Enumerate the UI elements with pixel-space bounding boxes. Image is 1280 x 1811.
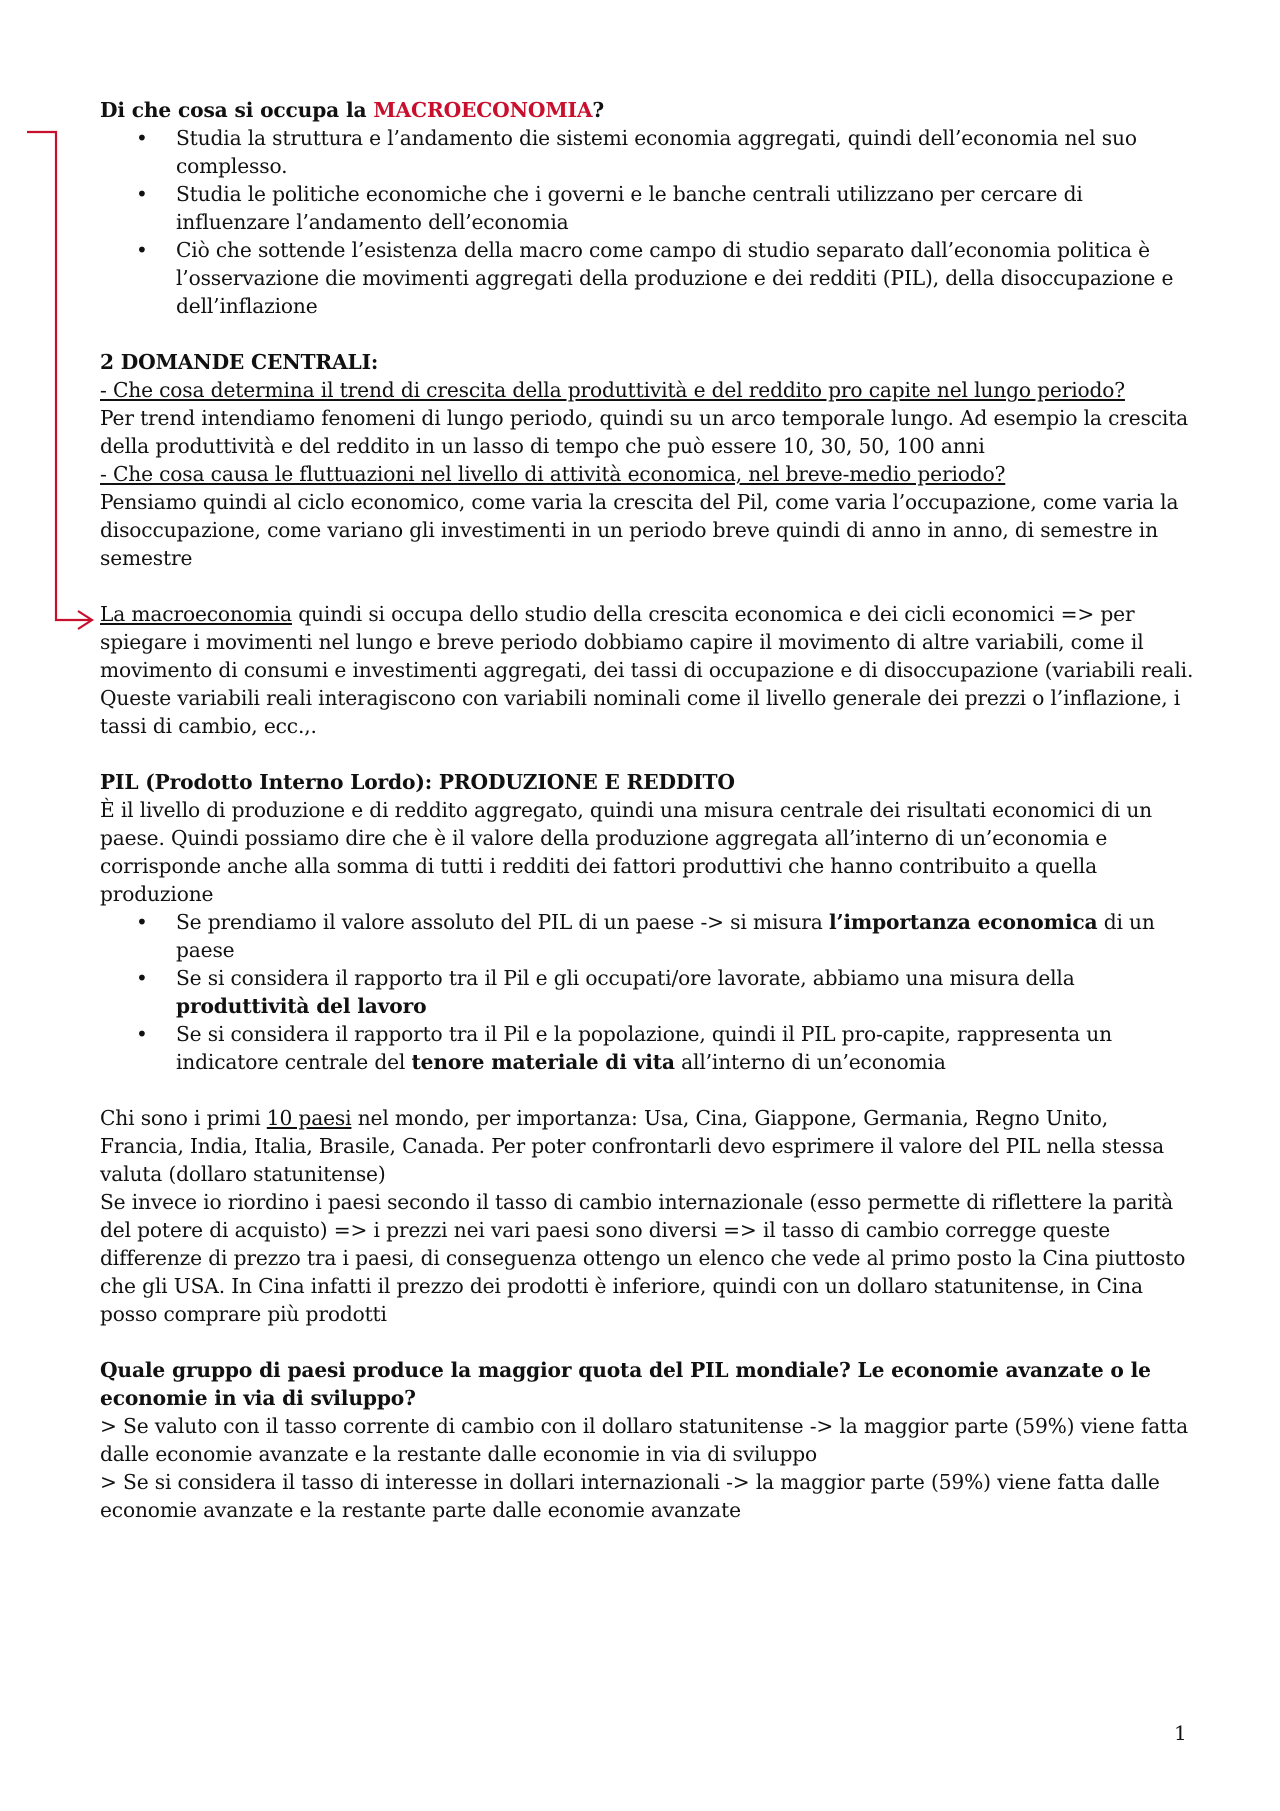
list-item-text: Se si considera il rapporto tra il Pil e gli occupati/ore lavorate, abbiamo una misura della	[176, 966, 1075, 990]
bold-term: produttività del lavoro	[176, 994, 427, 1018]
underlined-term: 10 paesi	[266, 1106, 352, 1130]
heading-highlight: MACROECONOMIA	[373, 98, 593, 122]
question-1: - Che cosa determina il trend di crescita della produttività e del reddito pro capite nel lungo periodo?	[100, 378, 1125, 402]
paragraph: Pensiamo quindi al ciclo economico, come varia la crescita del Pil, come varia l’occupazione, come varia la disoccupazione, come variano gli investimenti in un periodo breve quindi di anno in anno, di semestre in semestre	[100, 490, 1179, 570]
paragraph-text: Chi sono i primi	[100, 1106, 267, 1130]
heading-text: Di che cosa si occupa la	[100, 98, 374, 122]
paragraph-paesi	[100, 1104, 1195, 1188]
page-number: 1	[1174, 1721, 1187, 1745]
bold-term: l’importanza economica	[828, 910, 1098, 934]
question-2: - Che cosa causa le fluttuazioni nel livello di attività economica, nel breve-medio periodo?	[100, 462, 1006, 486]
list-item: • Studia la struttura e l’andamento die sistemi economia aggregati, quindi dell’economia nel suo complesso.	[176, 124, 1195, 180]
list-item: • Ciò che sottende l’esistenza della macro come campo di studio separato dall’economia politica è l’osservazione die movimenti aggregati della produzione e dei redditi (PIL), della disoccupazione e dell’inflazione	[176, 236, 1195, 320]
list-item-text: Se si considera il rapporto tra il Pil e la popolazione, quindi il PIL pro-capite, rappresenta un indicatore centrale del	[176, 1022, 1112, 1074]
list-item	[176, 964, 1195, 1020]
paragraph-macroeconomia	[100, 600, 1195, 740]
paragraph: Se invece io riordino i paesi secondo il tasso di cambio internazionale (esso permette di riflettere la parità del potere di acquisto) => i prezzi nei vari paesi sono diversi => il tasso di cambio corregge queste differenze di prezzo tra i paesi, di conseguenza ottengo un elenco che vede al primo posto la Cina piuttosto che gli USA. In Cina infatti il prezzo dei prodotti è inferiore, quindi con un dollaro statunitense, in Cina posso comprare più prodotti	[100, 1190, 1186, 1326]
document-page	[100, 96, 1195, 1524]
bullet-list	[100, 124, 1195, 320]
section-heading-macroeconomia	[100, 96, 1195, 124]
paragraph: Per trend intendiamo fenomeni di lungo periodo, quindi su un arco temporale lungo. Ad esempio la crescita della produttività e del reddito in un lasso di tempo che può essere 10, 30, 50, 100 anni	[100, 406, 1189, 458]
section-heading-quota: Quale gruppo di paesi produce la maggior quota del PIL mondiale? Le economie avanzate o le economie in via di sviluppo?	[100, 1358, 1151, 1410]
list-item-text: Se prendiamo il valore assoluto del PIL di un paese -> si misura	[176, 910, 829, 934]
underlined-term: La macroeconomia	[100, 602, 292, 626]
list-item	[176, 1020, 1195, 1076]
heading-suffix: ?	[592, 98, 605, 122]
paragraph: > Se valuto con il tasso corrente di cambio con il dollaro statunitense -> la maggior parte (59%) viene fatta dalle economie avanzate e la restante dalle economie in via di sviluppo	[100, 1414, 1188, 1466]
list-item-text: di un paese	[176, 910, 1155, 962]
bullet-list	[100, 908, 1195, 1076]
paragraph: È il livello di produzione e di reddito aggregato, quindi una misura centrale dei risultati economici di un paese. Quindi possiamo dire che è il valore della produzione aggregata all’interno di un’economia e corrisponde anche alla somma di tutti i redditi dei fattori produttivi che hanno contribuito a quella produzione	[100, 798, 1153, 906]
paragraph-text: quindi si occupa dello studio della crescita economica e dei cicli economici => per spiegare i movimenti nel lungo e breve periodo dobbiamo capire il movimento di altre variabili, come il movimento di consumi e investimenti aggregati, dei tassi di occupazione e di disoccupazione (variabili reali. Queste variabili reali interagiscono con variabili nominali come il livello generale dei prezzi o l’inflazione, i tassi di cambio, ecc.,.	[100, 602, 1194, 738]
section-heading-domande: 2 DOMANDE CENTRALI:	[100, 350, 379, 374]
paragraph-text: nel mondo, per importanza: Usa, Cina, Giappone, Germania, Regno Unito, Francia, India, Italia, Brasile, Canada. Per poter confrontarli devo esprimere il valore del PIL nella stessa valuta (dollaro statunitense)	[100, 1106, 1165, 1186]
list-item: • Studia le politiche economiche che i governi e le banche centrali utilizzano per cercare di influenzare l’andamento dell’economia	[176, 180, 1195, 236]
list-item-text: all’interno di un’economia	[674, 1050, 946, 1074]
paragraph: > Se si considera il tasso di interesse in dollari internazionali -> la maggior parte (59%) viene fatta dalle economie avanzate e la restante parte dalle economie avanzate	[100, 1470, 1160, 1522]
list-item	[176, 908, 1195, 964]
bold-term: tenore materiale di vita	[411, 1050, 675, 1074]
section-heading-pil: PIL (Prodotto Interno Lordo): PRODUZIONE E REDDITO	[100, 770, 735, 794]
